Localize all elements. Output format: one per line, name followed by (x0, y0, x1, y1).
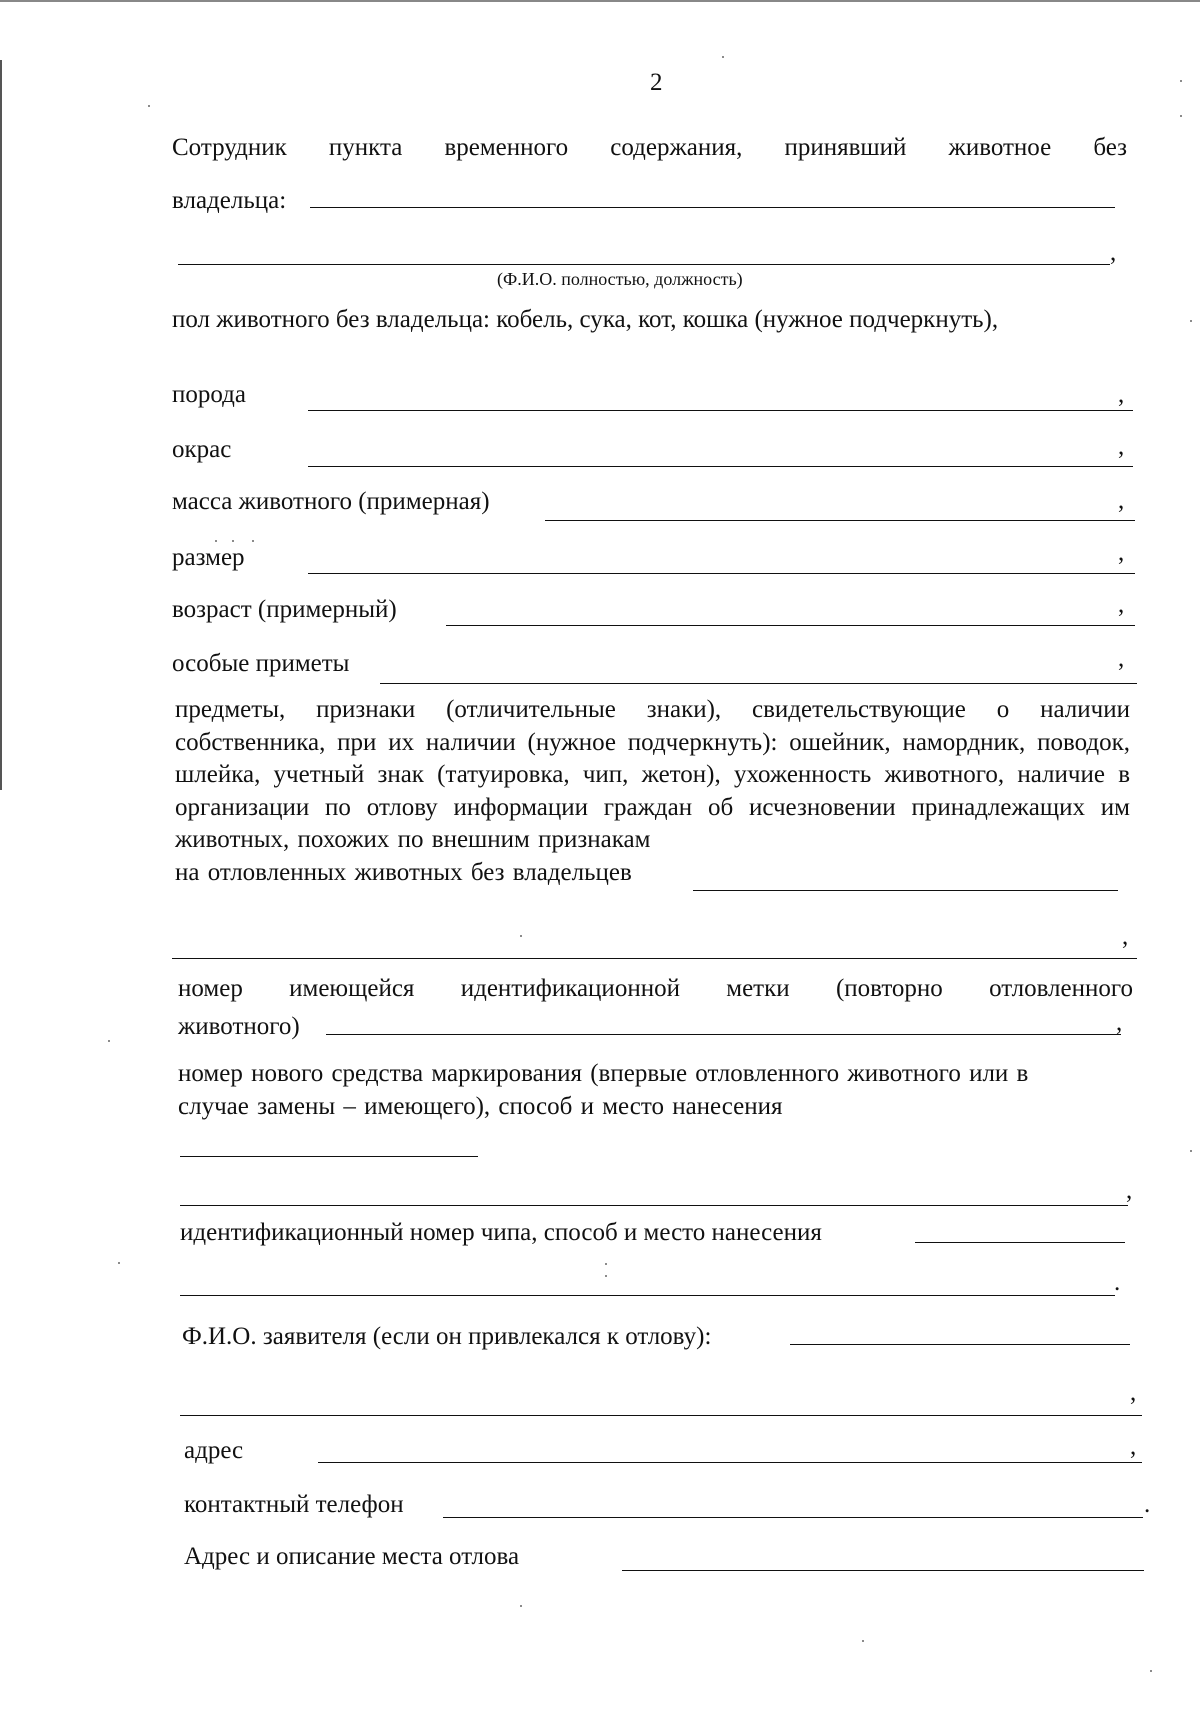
comma: , (1118, 591, 1125, 618)
comma: , (1116, 1009, 1123, 1036)
new-marking-field-line2[interactable] (180, 1205, 1128, 1206)
comma: , (1122, 923, 1129, 950)
employee-label-cont: владельца: (172, 187, 287, 214)
owner-signs-field-line2[interactable] (172, 958, 1137, 959)
comma: , (1110, 239, 1117, 266)
comma: , (1118, 381, 1125, 408)
scan-speck (215, 540, 217, 542)
age-field[interactable] (446, 625, 1135, 626)
new-marking-body: номер нового средства маркирования (впервые отловленного животного или в (178, 1060, 1029, 1087)
scan-speck (108, 1040, 110, 1042)
capture-place-label: Адрес и описание места отлова (184, 1543, 520, 1570)
scan-speck (605, 1263, 607, 1265)
color-label: окрас (172, 436, 232, 463)
applicant-field-line1[interactable] (790, 1344, 1130, 1345)
marks-field[interactable] (380, 683, 1137, 684)
employee-field-line2[interactable] (178, 264, 1110, 265)
employee-caption: (Ф.И.О. полностью, должность) (497, 269, 743, 289)
color-field[interactable] (308, 466, 1133, 467)
weight-label: масса животного (примерная) (172, 488, 490, 515)
scan-speck (1190, 320, 1192, 322)
scan-speck (148, 105, 150, 107)
comma: , (1118, 433, 1125, 460)
ident-mark-field[interactable] (326, 1034, 1121, 1035)
new-marking-field-line1[interactable] (180, 1156, 478, 1157)
owner-signs-text (175, 694, 1130, 889)
scan-left-edge (0, 60, 2, 790)
address-field[interactable] (318, 1462, 1142, 1463)
comma: , (1130, 1433, 1137, 1460)
size-field[interactable] (308, 573, 1135, 574)
owner-signs-body: предметы, признаки (отличительные знаки), свидетельствующие о наличии собственника, при их наличии (нужное подчеркнуть): ошейник, намордник, поводок, шлейка, учетный знак (татуировка, чип, жетон), ухоженность животного, наличие в организации по отлову информации граждан об исчезновении принадлежащих им животных, похожих по внешним признакам (175, 696, 1130, 853)
comma: , (1130, 1379, 1137, 1406)
owner-signs-field-line1[interactable] (693, 890, 1118, 891)
scan-speck (1180, 115, 1182, 117)
scan-speck (862, 1640, 864, 1642)
comma: , (1118, 539, 1125, 566)
period: . (1144, 1491, 1151, 1518)
age-label: возраст (примерный) (172, 596, 397, 623)
scan-speck (520, 1605, 522, 1607)
address-label: адрес (184, 1437, 244, 1464)
scan-top-edge (0, 0, 1200, 2)
scan-speck (1190, 1150, 1192, 1152)
ident-mark-label: номер имеющейся идентификационной метки (повторно отловленного (178, 975, 1133, 1002)
marks-label: особые приметы (172, 650, 350, 677)
scan-speck (118, 1262, 120, 1264)
applicant-field-line2[interactable] (180, 1415, 1142, 1416)
breed-field[interactable] (308, 410, 1133, 411)
phone-field[interactable] (443, 1517, 1143, 1518)
scan-speck (252, 540, 254, 542)
chip-field-line2[interactable] (180, 1295, 1115, 1296)
capture-place-field[interactable] (622, 1570, 1144, 1571)
new-marking-text (178, 1058, 1133, 1123)
employee-field-line1[interactable] (310, 207, 1115, 208)
owner-signs-last: на отловленных животных без владельцев (175, 858, 632, 886)
scan-speck (1150, 1670, 1152, 1672)
page-number: 2 (650, 69, 663, 96)
employee-label: Сотрудник пункта временного содержания, принявший животное без (172, 134, 1127, 161)
scan-speck (1180, 80, 1182, 82)
phone-label: контактный телефон (184, 1491, 404, 1518)
breed-label: порода (172, 381, 246, 408)
chip-label: идентификационный номер чипа, способ и место нанесения (180, 1219, 822, 1246)
ident-mark-label-cont: животного) (178, 1013, 300, 1040)
new-marking-last: случае замены – имеющего), способ и место нанесения (178, 1092, 783, 1120)
chip-field-line1[interactable] (915, 1242, 1125, 1243)
comma: , (1118, 487, 1125, 514)
weight-field[interactable] (545, 520, 1135, 521)
sex-line: пол животного без владельца: кобель, сука, кот, кошка (нужное подчеркнуть), (172, 306, 999, 333)
scan-speck (605, 1275, 607, 1277)
comma: , (1126, 1177, 1133, 1204)
scan-speck (232, 540, 234, 542)
size-label: размер (172, 544, 245, 571)
scan-speck (520, 935, 522, 937)
comma: , (1118, 645, 1125, 672)
applicant-label: Ф.И.О. заявителя (если он привлекался к отлову): (182, 1323, 712, 1350)
scan-speck (722, 56, 724, 58)
period: . (1114, 1269, 1121, 1296)
